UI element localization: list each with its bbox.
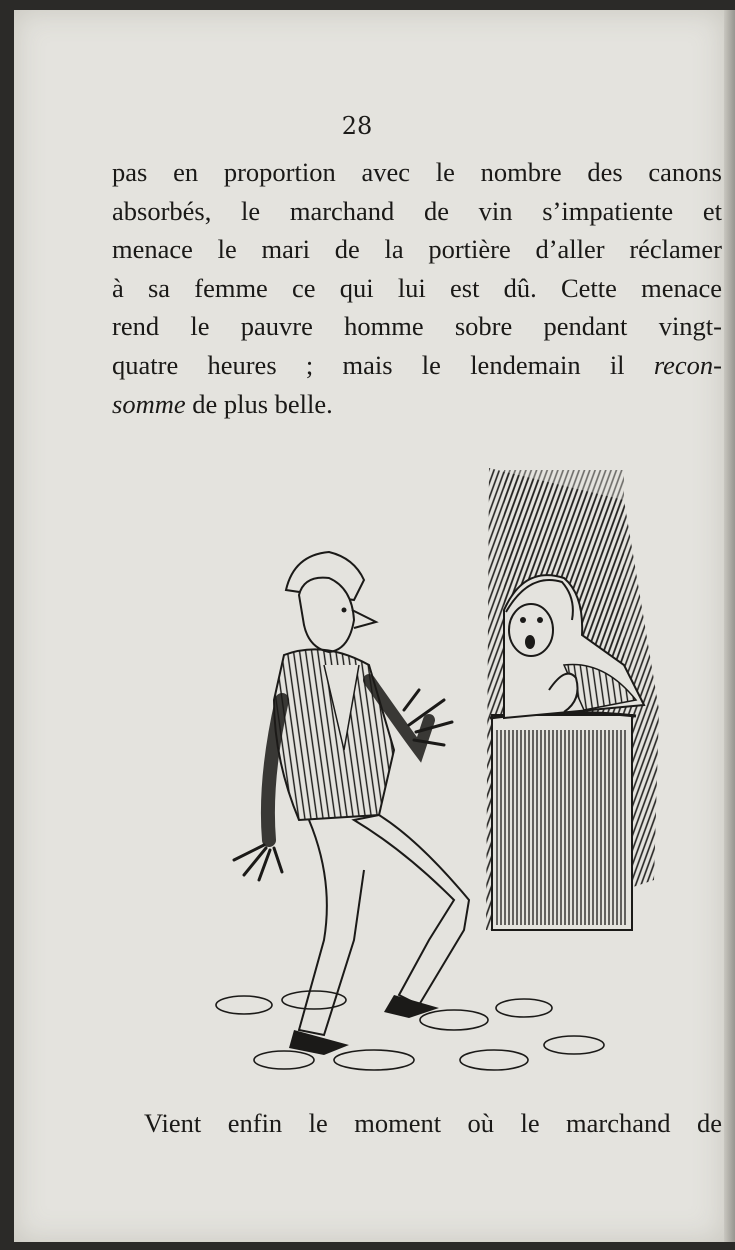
paragraph-bottom: Vient enfin le moment où le marchand de [144, 1108, 722, 1138]
text-line: pas en proportion avec le nombre des canons [112, 157, 722, 187]
book-page [14, 10, 724, 1242]
text-line-with-italic [112, 346, 722, 385]
italic-word: somme [112, 388, 186, 419]
page-number: 28 [341, 112, 373, 140]
italic-word: recon- [653, 349, 722, 380]
paragraph-top [112, 153, 722, 423]
text-line: à sa femme ce qui lui est dû. Cette menace [112, 272, 722, 303]
engraving-illustration [204, 460, 664, 1080]
text-line-with-italic [112, 385, 722, 424]
text-segment: quatre heures ; mais le lendemain il [112, 349, 654, 380]
text-segment: de plus belle. [185, 388, 333, 419]
text-line: rend le pauvre homme sobre pendant vingt- [112, 311, 722, 342]
text-line: menace le mari de la portière d’aller réclamer [112, 234, 722, 265]
text-line: absorbés, le marchand de vin s’impatiente et [112, 195, 722, 226]
